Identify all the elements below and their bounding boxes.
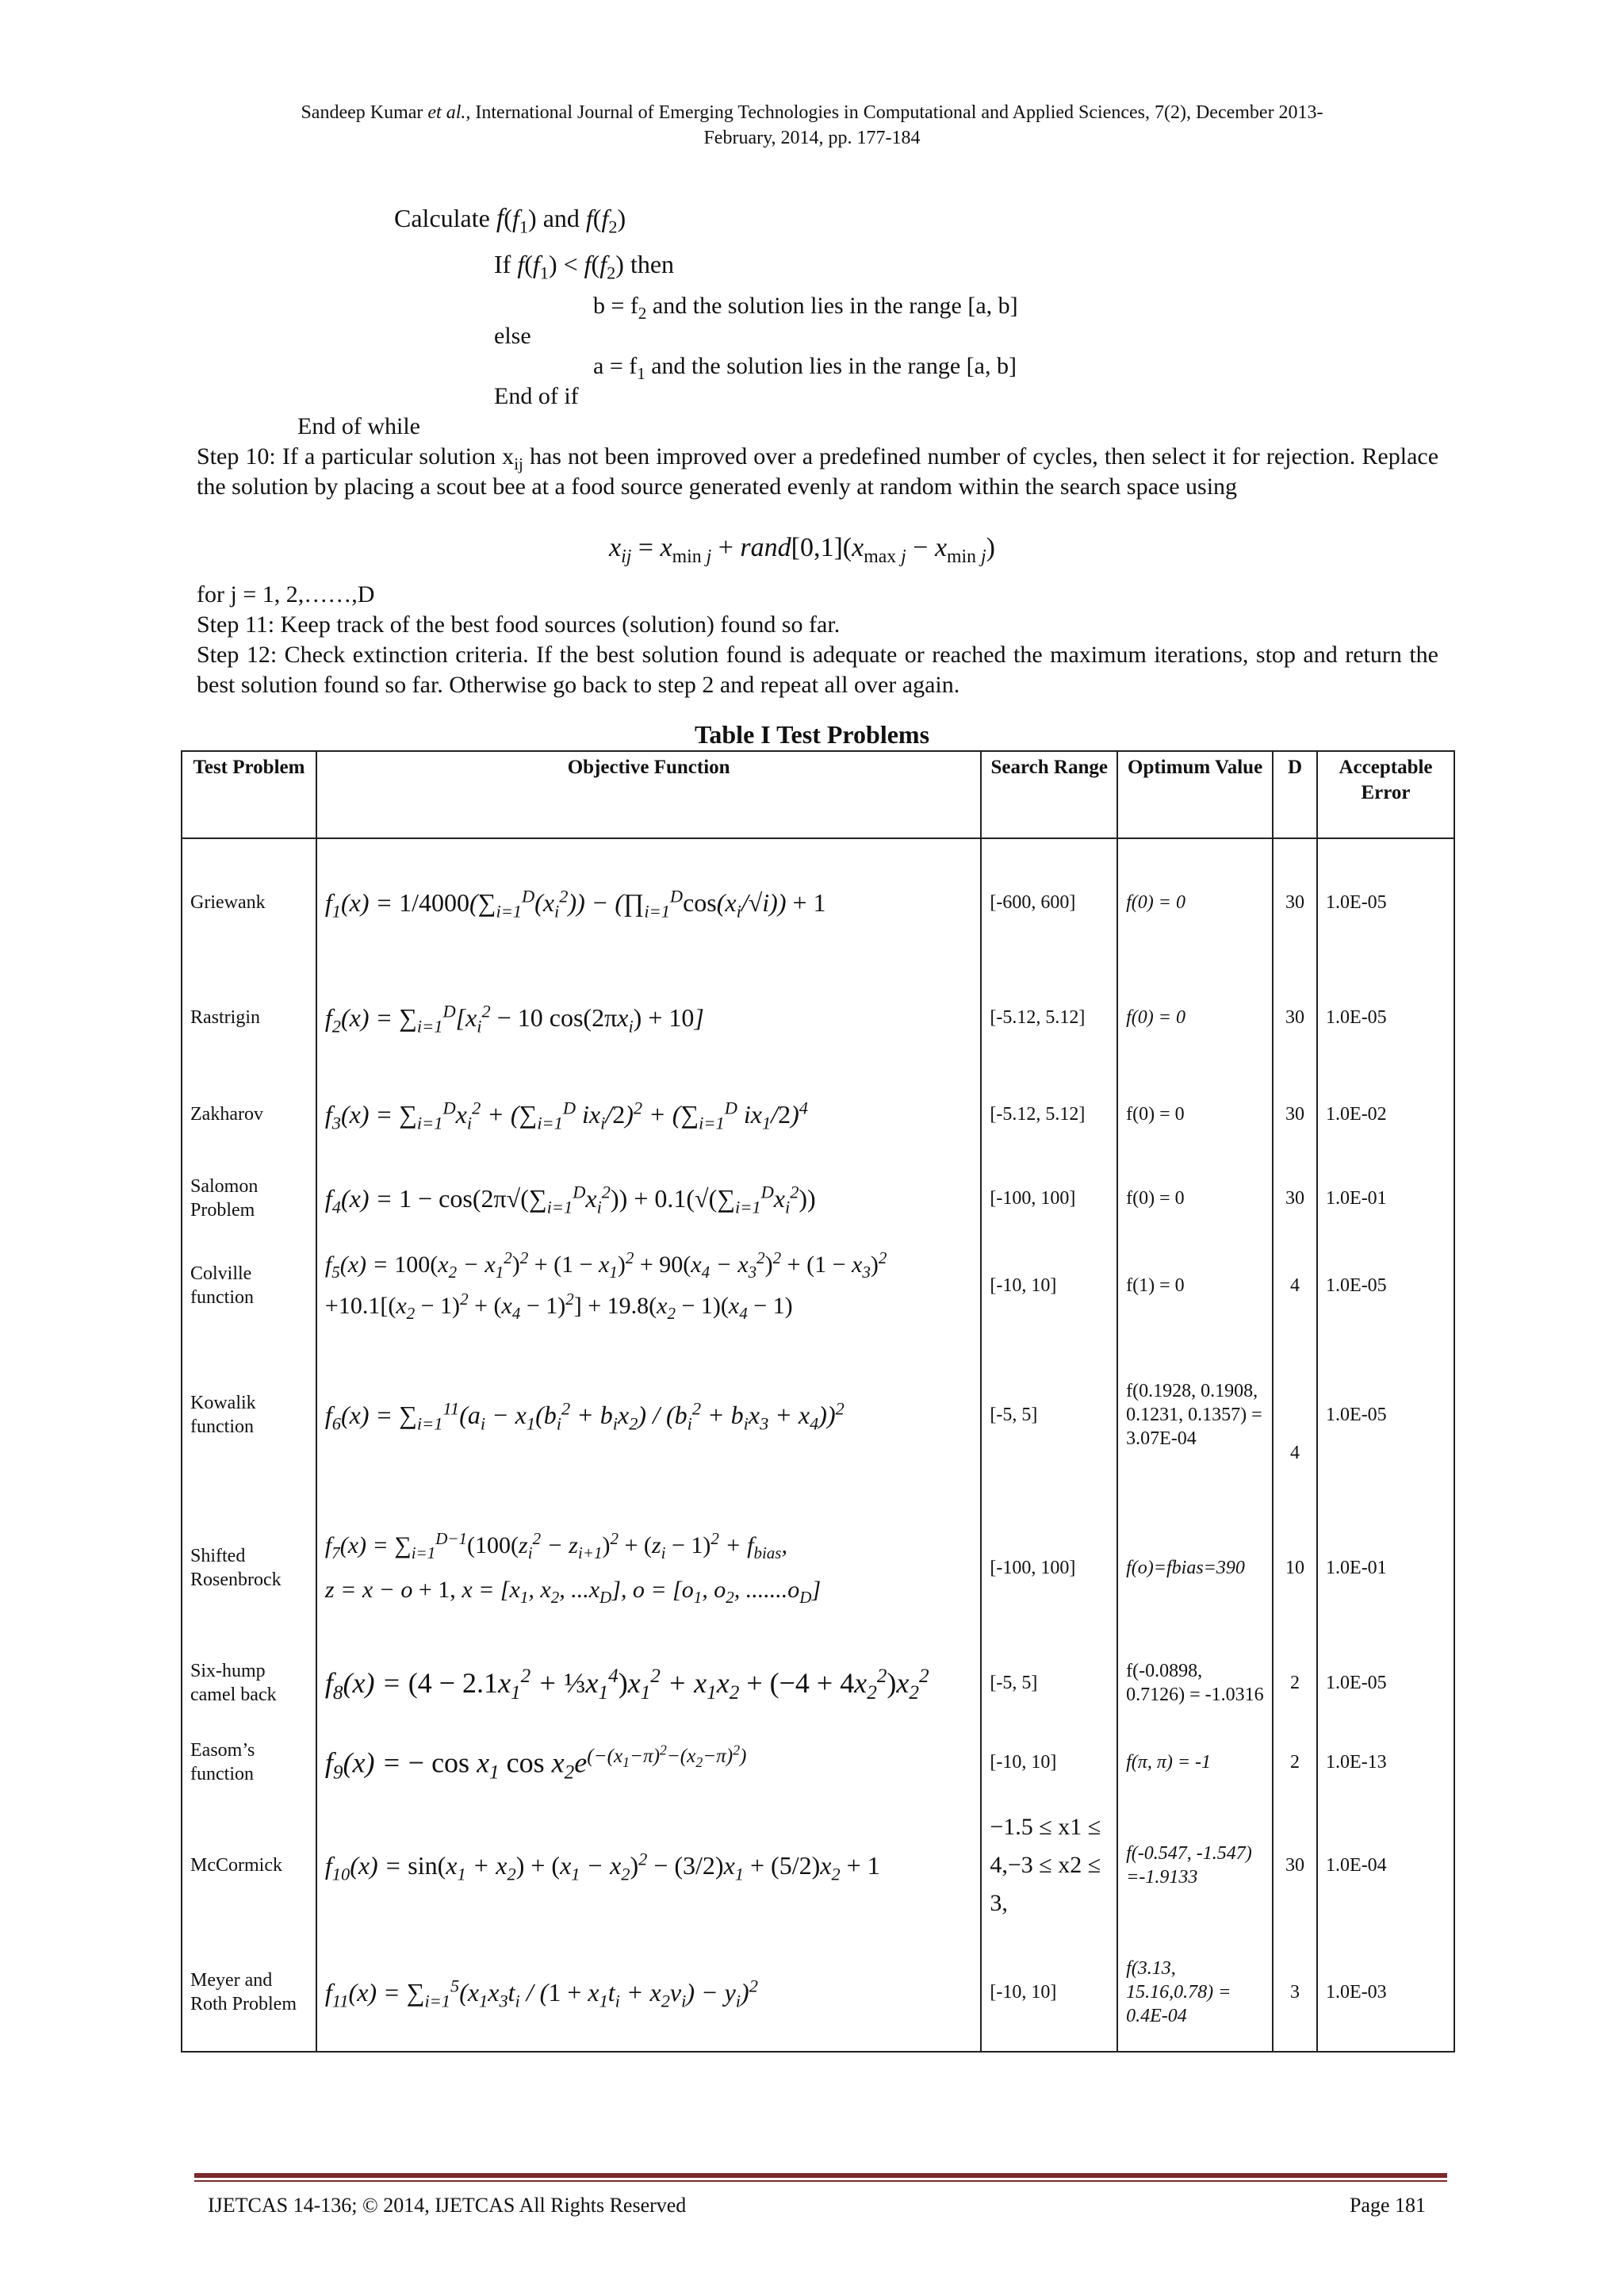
calculate-line: Calculate $f(f_1)$ and $f(f_2)$ xyxy=(394,204,626,237)
footer-rule xyxy=(194,2173,1447,2178)
header-search-range: Search Range xyxy=(981,751,1117,838)
running-header-line2: February, 2014, pp. 177-184 xyxy=(703,128,921,148)
optimum-value: f(0) = 0 xyxy=(1117,838,1273,965)
else-line: else xyxy=(494,323,531,349)
endwhile-line: End of while xyxy=(297,413,420,439)
table-row xyxy=(182,1639,1454,1727)
step-11-paragraph: Step 11: Keep track of the best food sources (solution) found so far. xyxy=(197,611,841,638)
problem-name: McCormick xyxy=(182,1798,316,1933)
acceptable-error: 1.0E-05 xyxy=(1317,838,1454,965)
search-range: [-10, 10] xyxy=(981,1238,1117,1333)
objective-formula: $f_8(x) = (4 - 2.1x_1^2$ + $\frac{1}{3}x_1^4)x_1^2 + x_1x_2 + (-4 + 4x_2^2)x_2^2$ xyxy=(316,1639,981,1727)
objective-formula: $f_{10}(x) = \sin(x_1 + x_2) + (x_1 - x_2)^2 - (3/2)x_1 + (5/2)x_2 + 1$ xyxy=(316,1798,981,1933)
dimension: 4 xyxy=(1273,1238,1317,1333)
footer-page-number: Page 181 xyxy=(1349,2194,1426,2217)
header-d: D xyxy=(1273,751,1317,838)
optimum-value: f(1) = 0 xyxy=(1117,1238,1273,1333)
objective-formula: $f_7(x) = \sum_{i=1}^{D-1}(100(z_i^2 - z_{i+1})^2 + (z_i - 1)^2 + f_{bias}$, z = x − o + 1, $x = [x_1$, $x_2$, $...x_D$], $o = [o_1$, $o_2$, $.......o_D$] xyxy=(316,1497,981,1639)
if-line: If $f(f_1) < f(f_2)$ then xyxy=(494,250,675,283)
objective-formula: $f_4(x) = 1 - \cos(2\pi√(\sum_{i=1}^Dx_i^2)) + 0.1(√(\sum_{i=1}^Dx_i^2))$ xyxy=(316,1159,981,1238)
step-10-paragraph: Step 10: If a particular solution $x_{ij}$ has not been improved over a predefined number of cycles, then select it for rejection. Replace the solution by placing a scout bee at a food source generated evenly at random within the search space using xyxy=(197,443,1439,500)
objective-formula: $f_2(x) = \sum_{i=1}^D[x_i^2 - 10$ $\cos(2\pi x_i) + 10$] xyxy=(316,965,981,1070)
optimum-value: f(o)=fbias=390 xyxy=(1117,1497,1273,1639)
scout-equation: $x_{ij} = x_{min j}$ + $rand[0,1](x_{max j} - x_{min j})$ xyxy=(609,533,995,567)
search-range: −1.5 ≤ x1 ≤ 4,−3 ≤ x2 ≤ 3, xyxy=(981,1798,1117,1933)
acceptable-error: 1.0E-13 xyxy=(1317,1727,1454,1798)
optimum-value: f(3.13, 15.16,0.78) = 0.4E-04 xyxy=(1117,1933,1273,2052)
problem-name: Meyer and Roth Problem xyxy=(182,1933,316,2052)
acceptable-error: 1.0E-01 xyxy=(1317,1497,1454,1639)
optimum-value: f(-0.0898, 0.7126) = -1.0316 xyxy=(1117,1639,1273,1727)
optimum-value: f(0.1928, 0.1908, 0.1231, 0.1357) = 3.07E-04 xyxy=(1117,1333,1273,1497)
problem-name: Kowalik function xyxy=(182,1333,316,1497)
header-objective-function: Objective Function xyxy=(316,751,981,838)
step-12-paragraph: Step 12: Check extinction criteria. If the best solution found is adequate or reached the maximum iterations, stop and return the best solution found so far. Otherwise go back to step 2 and repeat all over again. xyxy=(197,642,1438,698)
problem-name: Shifted Rosenbrock xyxy=(182,1497,316,1639)
acceptable-error: 1.0E-05 xyxy=(1317,1639,1454,1727)
optimum-value: f(0) = 0 xyxy=(1117,965,1273,1070)
dimension: 2 xyxy=(1273,1639,1317,1727)
objective-formula: $f_3(x) = \sum_{i=1}^Dx_i^2 + (\sum_{i=1}^D$ $ix_i/2)^2 + (\sum_{i=1}^D$ $ix_1/2)^4$ xyxy=(316,1070,981,1159)
problem-name: Easom’s function xyxy=(182,1727,316,1798)
optimum-value: f(-0.547, -1.547) =-1.9133 xyxy=(1117,1798,1273,1933)
optimum-value: f(0) = 0 xyxy=(1117,1070,1273,1159)
dimension: 3 xyxy=(1273,1933,1317,2052)
optimum-value: f(π, π) = -1 xyxy=(1117,1727,1273,1798)
search-range: [-100, 100] xyxy=(981,1159,1117,1238)
acceptable-error: 1.0E-03 xyxy=(1317,1933,1454,2052)
dimension: 30 xyxy=(1273,1798,1317,1933)
for-j-line: for j = 1, 2,……,D xyxy=(197,581,375,608)
search-range: [-100, 100] xyxy=(981,1497,1117,1639)
acceptable-error: 1.0E-05 xyxy=(1317,965,1454,1070)
search-range: [-10, 10] xyxy=(981,1727,1117,1798)
search-range: [-5, 5] xyxy=(981,1639,1117,1727)
table-row xyxy=(182,1159,1454,1238)
acceptable-error: 1.0E-04 xyxy=(1317,1798,1454,1933)
search-range: [-10, 10] xyxy=(981,1933,1117,2052)
acceptable-error: 1.0E-01 xyxy=(1317,1159,1454,1238)
acceptable-error: 1.0E-02 xyxy=(1317,1070,1454,1159)
table-row xyxy=(182,1497,1454,1639)
table-row xyxy=(182,1798,1454,1933)
search-range: [-5.12, 5.12] xyxy=(981,965,1117,1070)
table-row xyxy=(182,1070,1454,1159)
dimension: 10 xyxy=(1273,1497,1317,1639)
table-caption: Table I Test Problems xyxy=(694,720,930,749)
header-test-problem: Test Problem xyxy=(182,751,316,838)
dimension: 30 xyxy=(1273,1159,1317,1238)
problem-name: Griewank xyxy=(182,838,316,965)
acceptable-error: 1.0E-05 xyxy=(1317,1238,1454,1333)
table-row xyxy=(182,838,1454,965)
b-assign-line: $b = f_2$ and the solution lies in the range [a, b] xyxy=(593,293,1018,323)
table-row xyxy=(182,1238,1454,1333)
table-row xyxy=(182,1333,1454,1497)
footer-copyright: IJETCAS 14-136; © 2014, IJETCAS All Rights Reserved xyxy=(208,2194,687,2217)
table-row xyxy=(182,965,1454,1070)
running-header: Sandeep Kumar et al., International Journal of Emerging Technologies in Computational and Applied Sciences, 7(2), December 2013- xyxy=(301,102,1323,123)
problem-name: Rastrigin xyxy=(182,965,316,1070)
table-row xyxy=(182,1933,1454,2052)
header-acceptable-error: Acceptable Error xyxy=(1317,751,1454,838)
problem-name: Six-hump camel back xyxy=(182,1639,316,1727)
test-problems-table xyxy=(181,750,1455,2053)
footer-rule-thin xyxy=(194,2180,1447,2182)
objective-formula: $f_1(x) = 1/4000(\sum_{i=1}^D(x_i^2))$ − $(\prod_{i=1}^D\cos(x_i/√i)) + 1$ xyxy=(316,838,981,965)
table-header-row xyxy=(182,751,1454,838)
dimension: 30 xyxy=(1273,1070,1317,1159)
problem-name: Zakharov xyxy=(182,1070,316,1159)
optimum-value: f(0) = 0 xyxy=(1117,1159,1273,1238)
table-row xyxy=(182,1727,1454,1798)
acceptable-error: 1.0E-05 xyxy=(1317,1333,1454,1497)
objective-formula: $f_{11}(x) = \sum_{i=1}^5(x_1x_3t_i / (1 + x_1t_i + x_2v_i) - y_i)^2$ xyxy=(316,1933,981,2052)
search-range: [-600, 600] xyxy=(981,838,1117,965)
dimension: 30 xyxy=(1273,965,1317,1070)
header-optimum-value: Optimum Value xyxy=(1117,751,1273,838)
objective-formula: $f_5(x) = 100(x_2 - x_1^2)^2 + (1 - x_1)^2 + 90(x_4 - x_3^2)^2 + (1 - x_3)^2$ $+10.1[(x_2 - 1)^2 + (x_4 - 1)^2] + 19.8(x_2 - 1)(x_4 - 1)$ xyxy=(316,1238,981,1333)
problem-name: Colville function xyxy=(182,1238,316,1333)
objective-formula: $f_6(x) = \sum_{i=1}^{11}(a_i - x_1(b_i^2 + b_ix_2) / (b_i^2 + b_ix_3 + x_4))^2$ xyxy=(316,1333,981,1497)
a-assign-line: $a = f_1$ and the solution lies in the range [a, b] xyxy=(593,353,1017,383)
problem-name: Salomon Problem xyxy=(182,1159,316,1238)
dimension: 30 xyxy=(1273,838,1317,965)
objective-formula: $f_9(x)$ = − $\cos x_1$ $\cos x_2e^{(-(x_1-\pi)^2-(x_2-\pi)^2)}$ xyxy=(316,1727,981,1798)
search-range: [-5.12, 5.12] xyxy=(981,1070,1117,1159)
endif-line: End of if xyxy=(494,383,579,409)
search-range: [-5, 5] xyxy=(981,1333,1117,1497)
dimension: 4 xyxy=(1273,1333,1317,1497)
dimension: 2 xyxy=(1273,1727,1317,1798)
